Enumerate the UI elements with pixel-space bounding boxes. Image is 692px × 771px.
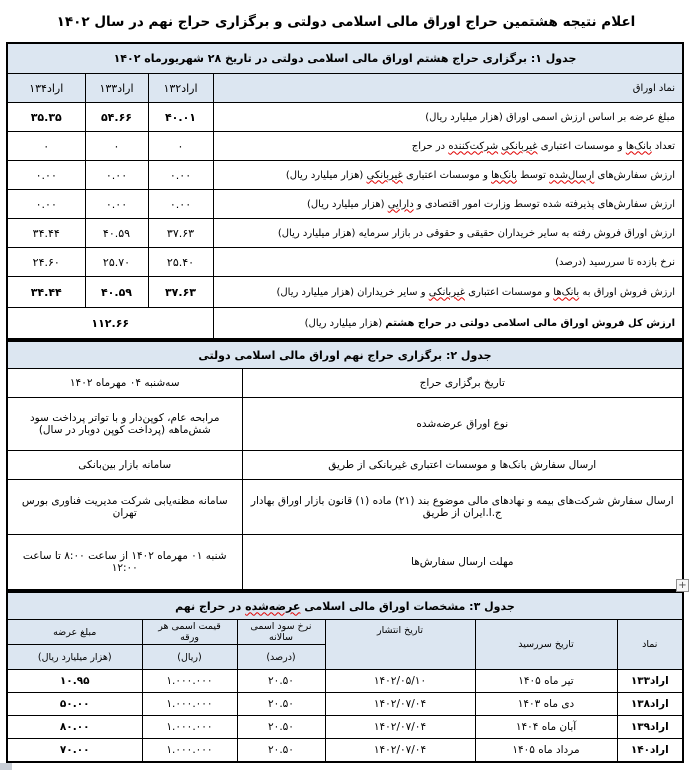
table3-column-header (475, 620, 617, 670)
text-segment: نرخ سود اسمی سالانه (250, 621, 312, 643)
table3-offer-amount-cell: ۸۰.۰۰ (7, 716, 142, 739)
misspelled-word: عرضه‌شده (245, 599, 301, 613)
table3-offer-amount-cell: ۱۰.۹۵ (7, 670, 142, 693)
text-segment: قیمت اسمی هر ورقه (158, 621, 221, 643)
table3-symbol-cell: اراد۱۳۳ (617, 670, 683, 693)
table3-face-value-cell: ۱.۰۰۰.۰۰۰ (142, 716, 237, 739)
table1-row-label (213, 219, 683, 248)
table2-row-label (242, 535, 683, 591)
text-segment: نوع اوراق عرضه‌شده (416, 418, 509, 430)
table3-coupon-rate-cell: ۲۰.۵۰ (237, 716, 325, 739)
table3-column-header (617, 620, 683, 670)
text-segment: مرابحه عام، کوپن‌دار و با تواتر پرداخت سود شش‌ماهه (پرداخت کوپن دوبار در سال) (29, 412, 220, 436)
table3-data-row (7, 716, 683, 739)
table3-column-header (237, 620, 325, 645)
table2-row-label (242, 398, 683, 451)
table1-value-cell: ۴۰.۵۹ (85, 277, 148, 308)
text-segment: (ریال) (177, 651, 202, 663)
text-segment: در حراج (411, 140, 449, 152)
table2-row (7, 535, 683, 591)
table1-total-value: ۱۱۲.۶۶ (7, 308, 213, 340)
misspelled-word: غیربانکی (501, 140, 538, 152)
table1-row-label (213, 277, 683, 308)
text-segment: ارزش اوراق فروش رفته به سایر خریداران حقیقی و حقوقی در بازار سرمایه (هزار میلیارد ریال) (277, 227, 675, 239)
table3-data-row (7, 739, 683, 763)
table1-value-cell: ۵۴.۶۶ (85, 103, 148, 132)
table1-value-cell: ۴۰.۵۹ (85, 219, 148, 248)
table1-value-cell: ۳۵.۳۵ (7, 103, 85, 132)
text-segment: سه‌شنبه ۰۴ مهرماه ۱۴۰۲ (69, 377, 180, 389)
table3-coupon-rate-cell: ۲۰.۵۰ (237, 739, 325, 763)
misspelled-word: شرکت‌کننده (448, 140, 499, 152)
table3-data-row (7, 670, 683, 693)
table1-row-label (213, 190, 683, 219)
table1-data-row (7, 190, 683, 219)
table3-offer-amount-cell: ۷۰.۰۰ (7, 739, 142, 763)
text-segment: و موسسات اعتباری (537, 140, 626, 152)
table2-row-value (7, 480, 242, 535)
table1-title-row (7, 43, 683, 74)
table3-face-value-cell: ۱.۰۰۰.۰۰۰ (142, 739, 237, 763)
text-segment: تاریخ برگزاری حراج (419, 377, 505, 389)
table-move-handle-icon[interactable]: + (676, 579, 689, 592)
table1-header-row (7, 74, 683, 103)
table3-title (7, 592, 683, 620)
table1-data-row (7, 161, 683, 190)
table1-data-row (7, 132, 683, 161)
table2-title-row (7, 341, 683, 369)
table2-row-label (242, 480, 683, 535)
table3-column-unit (7, 645, 142, 670)
text-segment: (هزار میلیارد ریال) (304, 317, 386, 329)
table3-issue-date-cell: ۱۴۰۲/۰۷/۰۴ (325, 739, 475, 763)
text-segment: نماد (642, 639, 658, 650)
table3-symbol-cell: اراد۱۴۰ (617, 739, 683, 763)
misspelled-word: بانک‌ها (491, 169, 517, 181)
misspelled-word: غیربانکی (428, 286, 465, 298)
table2-row-label (242, 451, 683, 480)
text-segment: جدول ۳: مشخصات اوراق مالی اسلامی (300, 599, 515, 613)
table2-row-label (242, 369, 683, 398)
text-segment: ارزش سفارش‌های (594, 169, 675, 181)
table1-value-cell: ۰ (7, 132, 85, 161)
table2-row (7, 398, 683, 451)
table1-value-cell: ۰.۰۰ (85, 161, 148, 190)
text-segment: تعداد (651, 140, 675, 152)
document-title: اعلام نتیجه هشتمین حراج اوراق مالی اسلامی دولتی و برگزاری حراج نهم در سال ۱۴۰۲ (56, 14, 636, 30)
text-segment: (درصد) (266, 651, 296, 663)
table1-row-label (213, 132, 683, 161)
text-segment: اراد۱۳۴ (29, 81, 64, 95)
text-segment: اراد۱۳۳ (99, 81, 134, 95)
table1-value-cell: ۰ (85, 132, 148, 161)
table3-column-header (142, 620, 237, 645)
misspelled-word: دارایی (387, 198, 414, 210)
text-segment: نماد اوراق (632, 82, 675, 94)
table1-value-cell: ۰.۰۰ (148, 190, 213, 219)
text-segment: ارزش کل فروش اوراق مالی اسلامی دولتی در حراج هشتم (385, 317, 675, 329)
table1-value-cell: ۳۷.۶۳ (148, 219, 213, 248)
table1-value-cell: ۴۰.۰۱ (148, 103, 213, 132)
text-segment: تاریخ انتشار (376, 625, 424, 636)
table2-row-value (7, 369, 242, 398)
table2-row (7, 451, 683, 480)
text-segment: ارسال سفارش شرکت‌های بیمه و نهادهای مالی موضوع بند (۲۱) ماده (۱) قانون بازار اوراق بهادار ج.ا.ایران از طریق (250, 495, 674, 519)
table2-row-value (7, 535, 242, 591)
text-segment: ارزش فروش اوراق به (579, 286, 675, 298)
table1-row-label (213, 161, 683, 190)
table1-data-row (7, 219, 683, 248)
table3-column-header (325, 620, 475, 670)
table3-header-row (7, 620, 683, 645)
table2-row-value (7, 398, 242, 451)
table3-issue-date-cell: ۱۴۰۲/۰۷/۰۴ (325, 716, 475, 739)
table1-row-label (213, 103, 683, 132)
text-segment: ارزش سفارش‌های پذیرفته شده توسط وزارت امور اقتصادی و (413, 198, 675, 210)
text-segment: اراد۱۳۲ (163, 81, 198, 95)
table3-column-unit (237, 645, 325, 670)
text-segment: در حراج نهم (175, 599, 246, 613)
text-segment: سامانه مظنه‌یابی شرکت مدیریت فناوری بورس تهران (21, 495, 228, 519)
table1-total-row (7, 308, 683, 340)
table1-total-label (213, 308, 683, 340)
table3-title-row (7, 592, 683, 620)
table1-value-cell: ۰.۰۰ (7, 190, 85, 219)
table1-symbol-column-header (213, 74, 683, 103)
table1-value-cell: ۰ (148, 132, 213, 161)
table1-value-cell: ۲۵.۴۰ (148, 248, 213, 277)
table3-offered-securities (6, 591, 684, 763)
table1-value-cell: ۳۴.۴۴ (7, 277, 85, 308)
table1-value-cell: ۲۴.۶۰ (7, 248, 85, 277)
table1-symbol-column-header (7, 74, 85, 103)
table3-symbol-cell: اراد۱۳۸ (617, 693, 683, 716)
misspelled-word: غیربانکی (366, 169, 403, 181)
text-segment: مبلغ عرضه (53, 626, 97, 638)
table3-maturity-cell: تیر ماه ۱۴۰۵ (475, 670, 617, 693)
table1-value-cell: ۲۵.۷۰ (85, 248, 148, 277)
table3-column-header (7, 620, 142, 645)
table2-auction9-schedule (6, 340, 684, 591)
text-segment: (هزار میلیارد ریال) (37, 651, 112, 663)
table3-maturity-cell: مرداد ماه ۱۴۰۵ (475, 739, 617, 763)
table2-title: جدول ۲: برگزاری حراج نهم اوراق مالی اسلامی دولتی (7, 341, 683, 369)
text-segment: ارسال سفارش بانک‌ها و موسسات اعتباری غیربانکی از طریق (328, 459, 597, 471)
table1-title: جدول ۱: برگزاری حراج هشتم اوراق مالی اسلامی دولتی در تاریخ ۲۸ شهریورماه ۱۴۰۲ (7, 43, 683, 74)
text-segment: و موسسات اعتباری (402, 169, 492, 181)
table3-coupon-rate-cell: ۲۰.۵۰ (237, 670, 325, 693)
text-segment: نرخ بازده تا سررسید (درصد) (555, 256, 675, 268)
text-segment: (هزار میلیارد ریال) (285, 169, 367, 181)
table3-face-value-cell: ۱.۰۰۰.۰۰۰ (142, 670, 237, 693)
table1-symbol-column-header (148, 74, 213, 103)
table2-row (7, 369, 683, 398)
table2-row (7, 480, 683, 535)
table1-value-cell: ۰.۰۰ (148, 161, 213, 190)
text-segment: و سایر خریداران (هزار میلیارد ریال) (276, 286, 429, 298)
table3-issue-date-cell: ۱۴۰۲/۰۵/۱۰ (325, 670, 475, 693)
text-segment: تاریخ سررسید (518, 639, 574, 650)
table1-value-cell: ۳۷.۶۳ (148, 277, 213, 308)
text-segment: شنبه ۰۱ مهرماه ۱۴۰۲ از ساعت ۸:۰۰ تا ساعت ۱۲:۰۰ (22, 550, 227, 574)
table3-face-value-cell: ۱.۰۰۰.۰۰۰ (142, 693, 237, 716)
table2-row-value (7, 451, 242, 480)
text-segment: و موسسات اعتباری (464, 286, 554, 298)
misspelled-word: بانک‌ها (625, 140, 652, 152)
table3-column-unit (142, 645, 237, 670)
table1-data-row (7, 277, 683, 308)
scrollbar-fragment[interactable] (0, 763, 12, 770)
text-segment: (هزار میلیارد ریال) (307, 198, 388, 210)
text-segment: توسط (516, 169, 550, 181)
table1-auction8-results (6, 42, 684, 340)
text-segment: مبلغ عرضه بر اساس ارزش اسمی اوراق (هزار میلیارد ریال) (425, 111, 675, 123)
table3-coupon-rate-cell: ۲۰.۵۰ (237, 693, 325, 716)
text-segment: مهلت ارسال سفارش‌ها (411, 556, 514, 568)
table3-data-row (7, 693, 683, 716)
table1-value-cell: ۰.۰۰ (7, 161, 85, 190)
table3-maturity-cell: آبان ماه ۱۴۰۴ (475, 716, 617, 739)
table1-value-cell: ۳۴.۴۴ (7, 219, 85, 248)
table3-issue-date-cell: ۱۴۰۲/۰۷/۰۴ (325, 693, 475, 716)
table1-symbol-column-header (85, 74, 148, 103)
table3-symbol-cell: اراد۱۳۹ (617, 716, 683, 739)
table1-value-cell: ۰.۰۰ (85, 190, 148, 219)
text-segment: سامانه بازار بین‌بانکی (78, 459, 172, 471)
table1-data-row (7, 248, 683, 277)
table1-data-row (7, 103, 683, 132)
table3-maturity-cell: دی ماه ۱۴۰۳ (475, 693, 617, 716)
misspelled-word: بانک‌ها (553, 286, 580, 298)
table3-offer-amount-cell: ۵۰.۰۰ (7, 693, 142, 716)
table1-row-label (213, 248, 683, 277)
misspelled-word: ارسال‌شده (549, 169, 595, 181)
